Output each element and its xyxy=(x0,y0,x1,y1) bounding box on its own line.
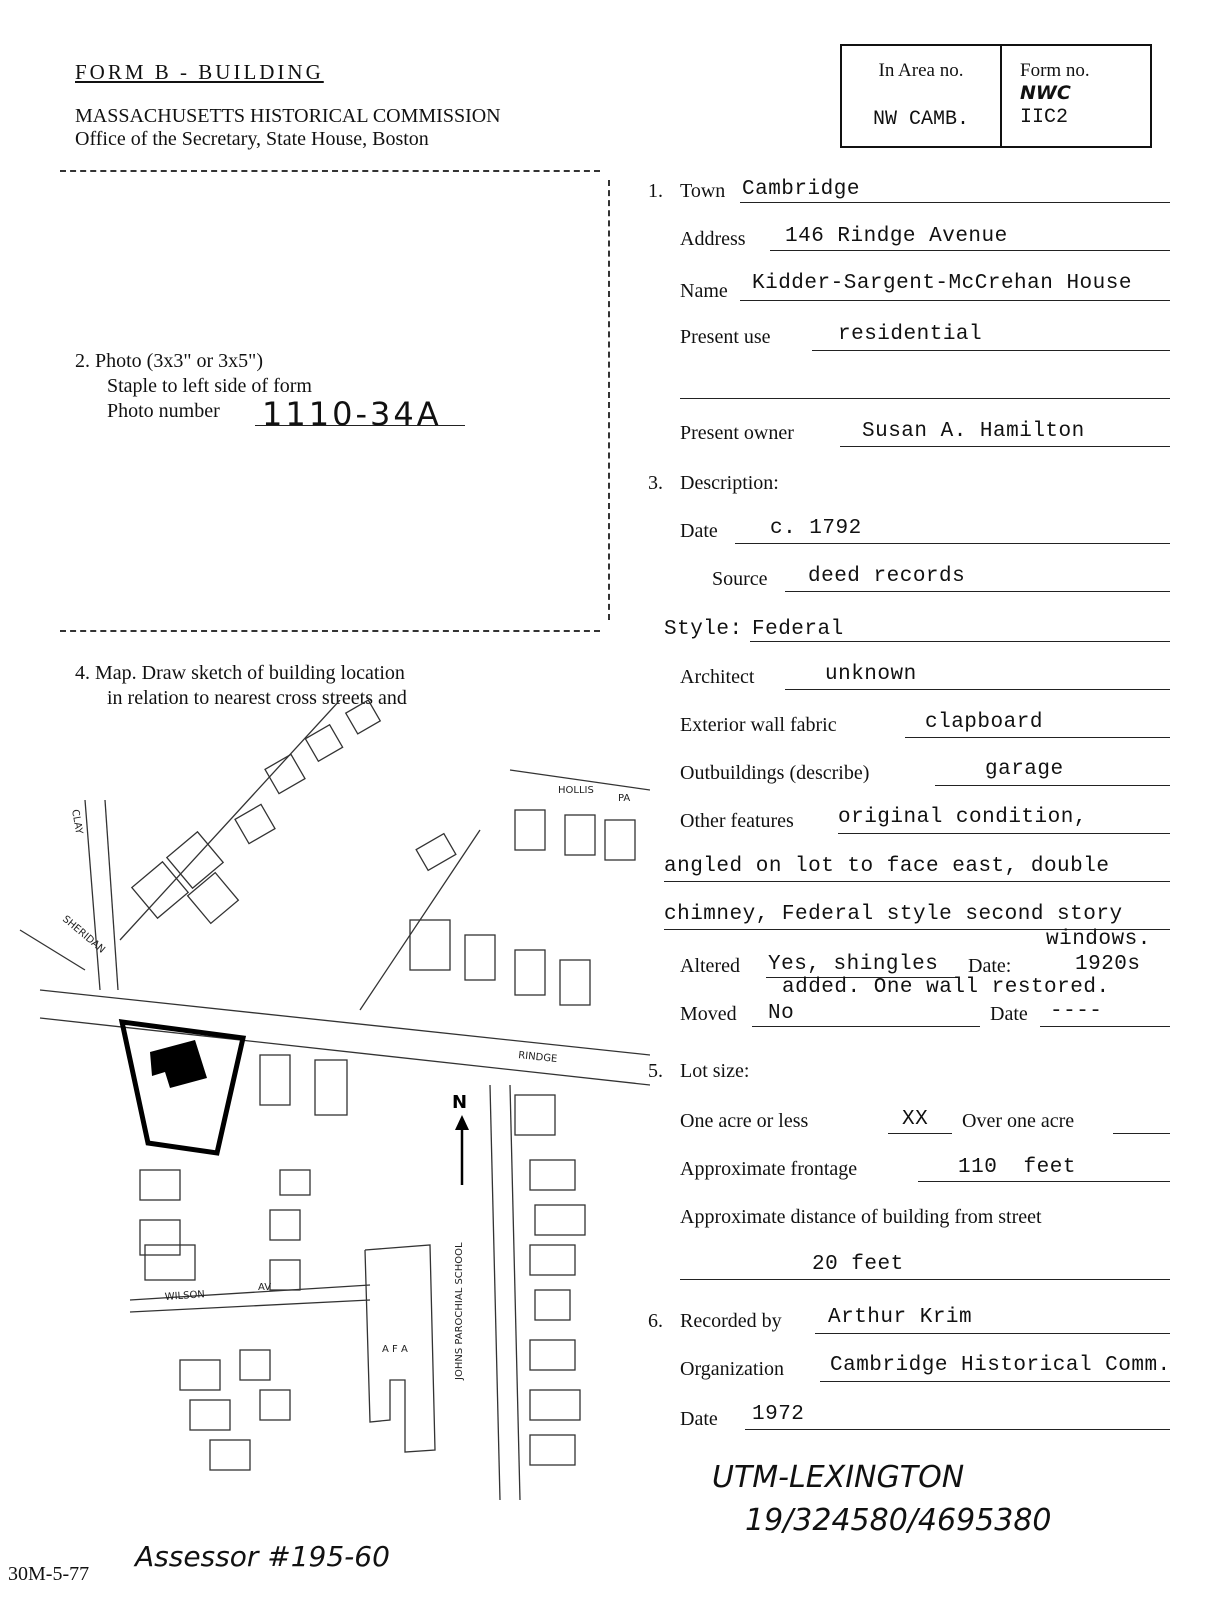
architect-label: Architect xyxy=(680,666,755,688)
photo-number-label: Photo number xyxy=(107,400,220,422)
afa-label: A F A xyxy=(382,1344,408,1355)
area-label: In Area no. xyxy=(878,60,964,81)
street-hollis: HOLLIS xyxy=(558,785,594,796)
photo-right-border xyxy=(608,180,610,620)
altered-date-label: Date: xyxy=(968,955,1012,977)
street-clay: CLAY xyxy=(69,808,85,836)
present-owner-value: Susan A. Hamilton xyxy=(862,420,1085,443)
style-label: Style: xyxy=(664,618,743,641)
one-acre-value: XX xyxy=(902,1108,929,1131)
town-label: Town xyxy=(680,180,726,202)
moved-label: Moved xyxy=(680,1003,737,1025)
features-line3: chimney, Federal style second story xyxy=(664,903,1123,926)
print-code: 30M-5-77 xyxy=(8,1563,90,1585)
photo-number-value: 1110-34A xyxy=(262,395,442,433)
commission-office: Office of the Secretary, State House, Boston xyxy=(75,128,429,150)
street-av: AV xyxy=(258,1282,272,1293)
recorded-date-value: 1972 xyxy=(752,1403,805,1426)
site-map xyxy=(10,700,650,1500)
area-form-box xyxy=(840,44,1152,148)
lot-size-title: Lot size: xyxy=(680,1060,750,1082)
section3-number: 3. xyxy=(648,472,663,494)
street-wilson: WILSON xyxy=(164,1289,206,1303)
section6-number: 6. xyxy=(648,1310,663,1332)
organization-value: Cambridge Historical Comm. xyxy=(830,1354,1171,1377)
style-value: Federal xyxy=(752,618,844,641)
features-line1: original condition, xyxy=(838,806,1087,829)
recorded-by-value: Arthur Krim xyxy=(828,1306,973,1329)
date-label: Date xyxy=(680,520,718,542)
utm-coordinates: 19/324580/4695380 xyxy=(745,1503,1052,1538)
outbuildings-label: Outbuildings (describe) xyxy=(680,762,870,784)
address-label: Address xyxy=(680,228,746,250)
utm-zone: UTM-LEXINGTON xyxy=(712,1460,965,1495)
town-value: Cambridge xyxy=(742,178,860,201)
source-value: deed records xyxy=(808,565,966,588)
wall-fabric-label: Exterior wall fabric xyxy=(680,714,837,736)
altered-date-value: 1920s xyxy=(1075,953,1141,976)
wall-fabric-value: clapboard xyxy=(925,711,1043,734)
area-value: NW CAMB. xyxy=(872,108,969,131)
distance-label: Approximate distance of building from street xyxy=(680,1206,1042,1228)
form-value-handwritten: NWC xyxy=(1020,82,1071,104)
moved-date-value: ---- xyxy=(1050,1000,1103,1023)
altered-value2: added. One wall restored. xyxy=(782,976,1110,999)
section1-number: 1. xyxy=(648,180,663,202)
frontage-label: Approximate frontage xyxy=(680,1158,858,1180)
moved-date-label: Date xyxy=(990,1003,1028,1025)
outbuildings-value: garage xyxy=(985,758,1064,781)
name-value: Kidder-Sargent-McCrehan House xyxy=(752,272,1132,295)
present-use-label: Present use xyxy=(680,326,771,348)
altered-label: Altered xyxy=(680,955,740,977)
street-sheridan: SHERIDAN xyxy=(60,913,107,956)
commission-name: MASSACHUSETTS HISTORICAL COMMISSION xyxy=(75,105,501,127)
over-acre-label: Over one acre xyxy=(962,1110,1075,1132)
frontage-value: 110 feet xyxy=(958,1156,1076,1179)
features-line4: windows. xyxy=(1046,928,1151,951)
street-pa: PA xyxy=(618,793,631,804)
date-value: c. 1792 xyxy=(770,517,862,540)
architect-value: unknown xyxy=(825,663,917,686)
recorded-date-label: Date xyxy=(680,1408,718,1430)
assessor-number: Assessor #195-60 xyxy=(135,1540,390,1573)
map-heading-line2: in relation to nearest cross streets and xyxy=(107,687,407,709)
present-use-value: residential xyxy=(838,323,983,346)
section5-number: 5. xyxy=(648,1060,663,1082)
subject-lot-outline xyxy=(122,1022,243,1153)
photo-bottom-border xyxy=(60,630,600,632)
north-arrow-icon xyxy=(455,1115,469,1130)
recorded-by-label: Recorded by xyxy=(680,1310,782,1332)
moved-value: No xyxy=(768,1002,795,1025)
one-acre-label: One acre or less xyxy=(680,1110,809,1132)
source-label: Source xyxy=(712,568,768,590)
photo-top-border xyxy=(60,170,600,172)
description-title: Description: xyxy=(680,472,779,494)
name-label: Name xyxy=(680,280,728,302)
altered-value1: Yes, shingles xyxy=(768,953,939,976)
features-line2: angled on lot to face east, double xyxy=(664,855,1110,878)
photo-line1: 2. Photo (3x3" or 3x5") xyxy=(75,350,263,372)
features-label: Other features xyxy=(680,810,794,832)
form-value: IIC2 xyxy=(1020,106,1069,129)
form-label: Form no. xyxy=(1020,60,1090,81)
north-label: N xyxy=(452,1092,468,1113)
school-label: JOHNS PAROCHIAL SCHOOL xyxy=(454,1242,465,1380)
photo-line2: Staple to left side of form xyxy=(107,375,312,397)
map-heading-line1: 4. Map. Draw sketch of building location xyxy=(75,662,405,684)
form-title: FORM B - BUILDING xyxy=(75,60,324,84)
organization-label: Organization xyxy=(680,1358,785,1380)
present-owner-label: Present owner xyxy=(680,422,794,444)
subject-building xyxy=(150,1040,207,1088)
distance-value: 20 feet xyxy=(812,1253,904,1276)
address-value: 146 Rindge Avenue xyxy=(785,225,1008,248)
street-rindge: RINDGE xyxy=(517,1050,558,1066)
